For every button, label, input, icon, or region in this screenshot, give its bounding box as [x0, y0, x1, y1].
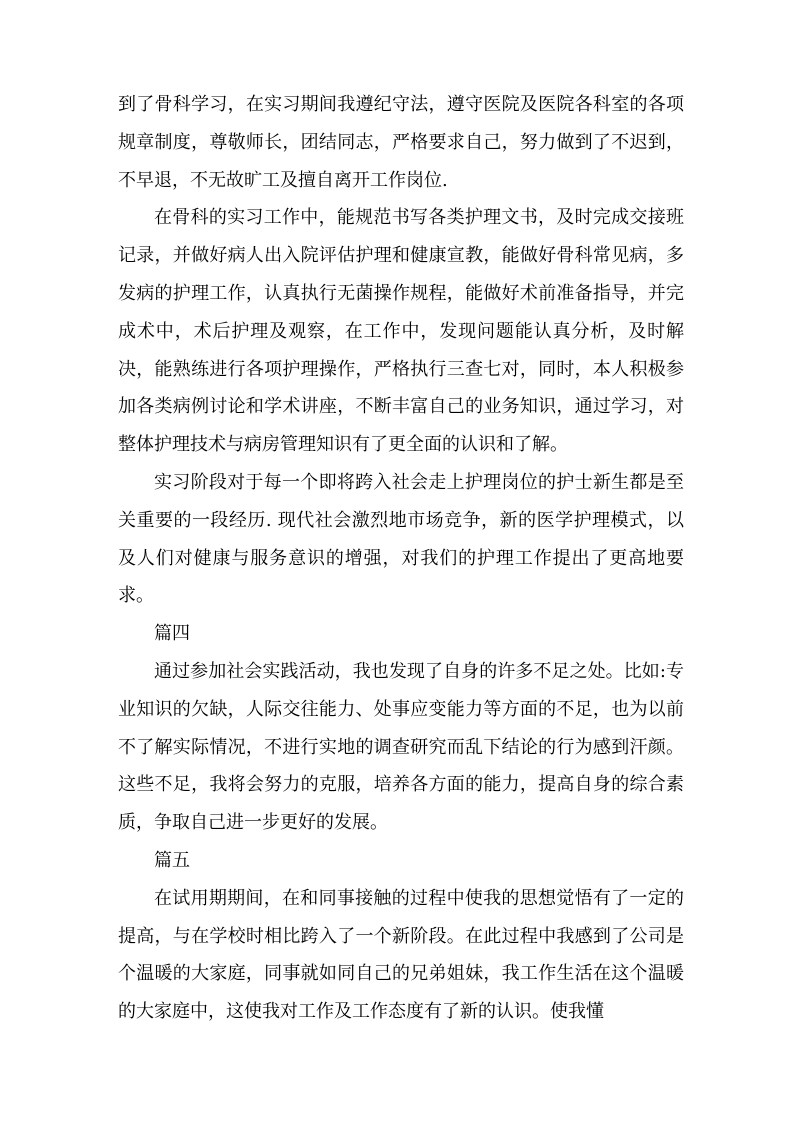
section-heading-five: 篇五 [154, 849, 190, 871]
paragraph-social-practice: 通过参加社会实践活动，我也发现了自身的许多不足之处。比如:专业知识的欠缺，人际交往能力、处事应变能力等方面的不足，也为以前不了解实际情况，不进行实地的调查研究而乱下结论的行为感到汗颜。这些不足，我将会努力的克服，培养各方面的能力，提高自身的综合素质，争取自己进一步更好的发展。 [118, 660, 684, 834]
paragraph-practice-discipline: 到了骨科学习，在实习期间我遵纪守法，遵守医院及医院各科室的各项规章制度，尊敬师长，团结同志，严格要求自己，努力做到了不迟到，不早退，不无故旷工及擅自离开工作岗位. [118, 94, 684, 191]
paragraph-probation-period: 在试用期期间，在和同事接触的过程中使我的思想觉悟有了一定的提高，与在学校时相比跨入了一个新阶段。在此过程中我感到了公司是个温暖的大家庭，同事就如同自己的兄弟姐妹，我工作生活在这个温暖的大家庭中，这使我对工作及工作态度有了新的认识。使我懂 [118, 887, 684, 1023]
document-body [118, 86, 684, 1031]
paragraph-internship-importance: 实习阶段对于每一个即将跨入社会走上护理岗位的护士新生都是至关重要的一段经历. 现代社会激烈地市场竞争，新的医学护理模式，以及人们对健康与服务意识的增强，对我们的护理工作提出了更高地要求。 [118, 471, 684, 607]
paragraph-orthopedic-work: 在骨科的实习工作中，能规范书写各类护理文书，及时完成交接班记录，并做好病人出入院评估护理和健康宣教，能做好骨科常见病，多发病的护理工作，认真执行无菌操作规程，能做好术前准备指导，并完成术中，术后护理及观察，在工作中，发现问题能认真分析，及时解决，能熟练进行各项护理操作，严格执行三查七对，同时，本人积极参加各类病例讨论和学术讲座，不断丰富自己的业务知识，通过学习，对整体护理技术与病房管理知识有了更全面的认识和了解。 [118, 207, 684, 456]
section-heading-four: 篇四 [154, 623, 190, 645]
